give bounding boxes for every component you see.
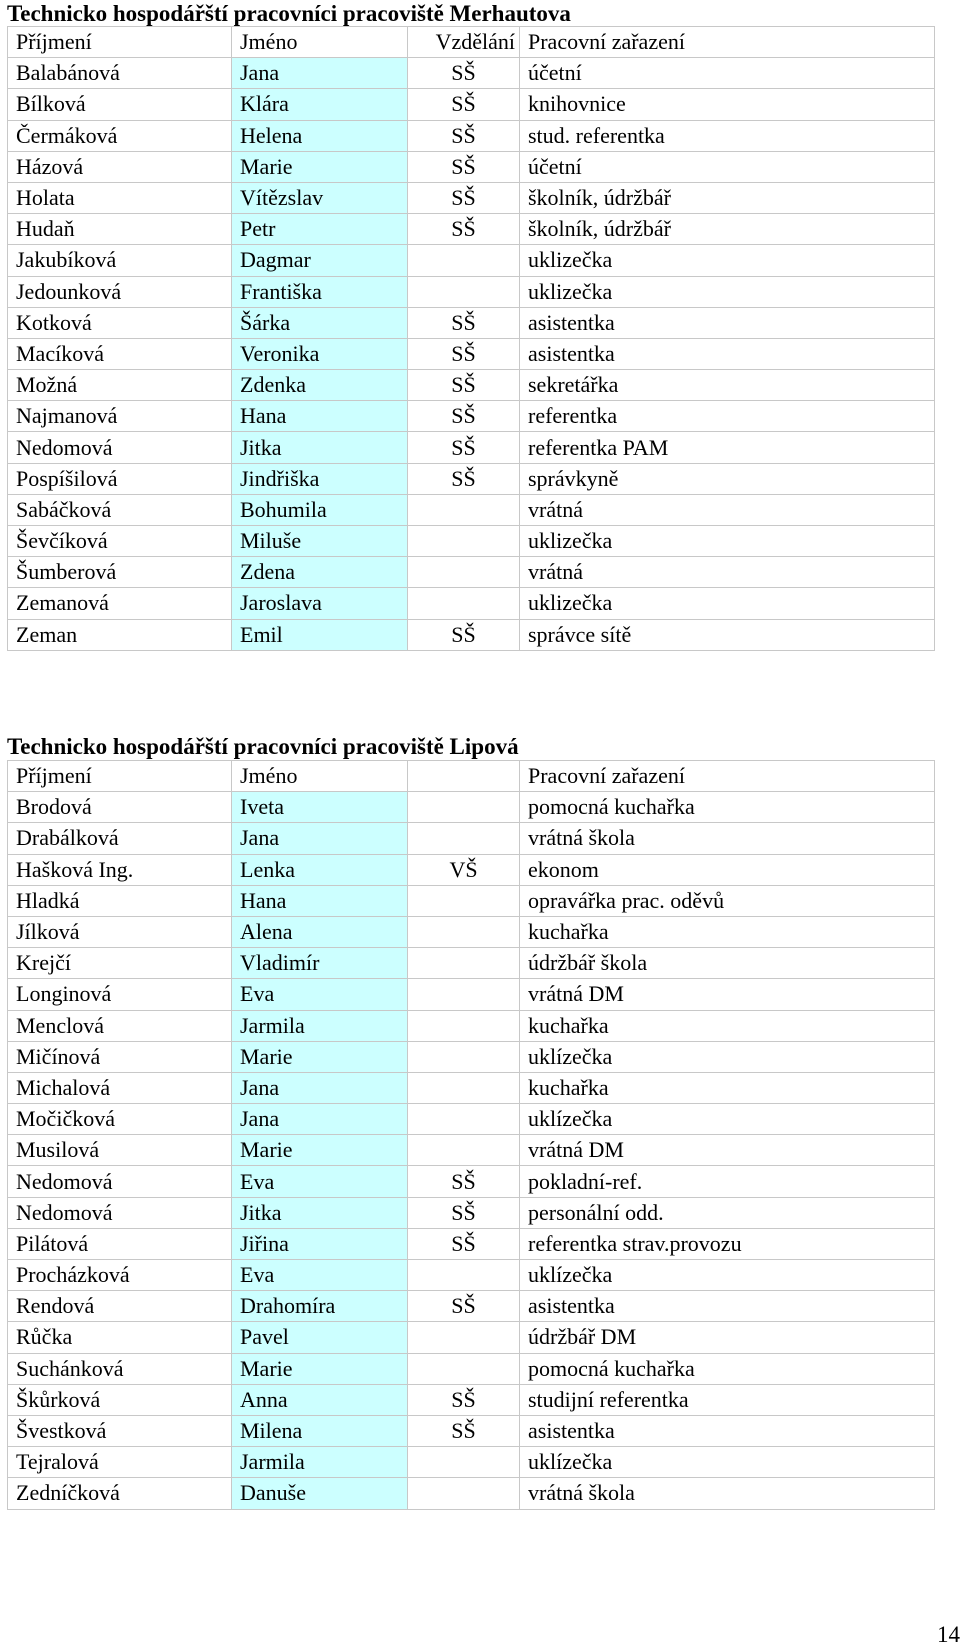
surname-cell: Drabálková xyxy=(8,823,232,854)
table-row xyxy=(8,89,935,120)
table-row xyxy=(8,1072,935,1103)
first-name-cell: Marie xyxy=(232,1353,408,1384)
surname-cell: Možná xyxy=(8,370,232,401)
surname-cell: Šumberová xyxy=(8,557,232,588)
education-cell: SŠ xyxy=(408,619,520,650)
table-row xyxy=(8,58,935,89)
first-name-cell: Alena xyxy=(232,916,408,947)
surname-cell: Škůrková xyxy=(8,1384,232,1415)
first-name-cell: Hana xyxy=(232,401,408,432)
first-name-cell: Klára xyxy=(232,89,408,120)
job-position-cell: knihovnice xyxy=(520,89,935,120)
first-name-cell: Iveta xyxy=(232,792,408,823)
surname-cell: Krejčí xyxy=(8,948,232,979)
header-first-name: Jméno xyxy=(232,27,408,58)
first-name-cell: Jana xyxy=(232,823,408,854)
table-header-row xyxy=(8,761,935,792)
first-name-cell: Bohumila xyxy=(232,494,408,525)
job-position-cell: vrátná DM xyxy=(520,979,935,1010)
job-position-cell: uklizečka xyxy=(520,276,935,307)
first-name-cell: Šárka xyxy=(232,307,408,338)
table-row xyxy=(8,1228,935,1259)
table-row xyxy=(8,1447,935,1478)
table-row xyxy=(8,463,935,494)
table-row xyxy=(8,151,935,182)
table-row xyxy=(8,948,935,979)
table-row xyxy=(8,276,935,307)
first-name-cell: Lenka xyxy=(232,854,408,885)
job-position-cell: asistentka xyxy=(520,338,935,369)
job-position-cell: referentka PAM xyxy=(520,432,935,463)
job-position-cell: správce sítě xyxy=(520,619,935,650)
education-cell: SŠ xyxy=(408,1415,520,1446)
first-name-cell: Anna xyxy=(232,1384,408,1415)
education-cell xyxy=(408,557,520,588)
surname-cell: Suchánková xyxy=(8,1353,232,1384)
surname-cell: Zedníčková xyxy=(8,1478,232,1509)
table-row xyxy=(8,1384,935,1415)
job-position-cell: kuchařka xyxy=(520,1072,935,1103)
table-row xyxy=(8,1260,935,1291)
education-cell xyxy=(408,1478,520,1509)
table-header-row xyxy=(8,27,935,58)
table-row xyxy=(8,526,935,557)
header-job-position: Pracovní zařazení xyxy=(520,761,935,792)
surname-cell: Čermáková xyxy=(8,120,232,151)
education-cell xyxy=(408,276,520,307)
table-row xyxy=(8,214,935,245)
first-name-cell: Miluše xyxy=(232,526,408,557)
education-cell xyxy=(408,494,520,525)
job-position-cell: školník, údržbář xyxy=(520,214,935,245)
education-cell xyxy=(408,1072,520,1103)
table-row xyxy=(8,432,935,463)
education-cell: SŠ xyxy=(408,182,520,213)
job-position-cell: referentka xyxy=(520,401,935,432)
header-surname: Příjmení xyxy=(8,27,232,58)
first-name-cell: Jaroslava xyxy=(232,588,408,619)
table-row xyxy=(8,494,935,525)
surname-cell: Sabáčková xyxy=(8,494,232,525)
first-name-cell: Eva xyxy=(232,979,408,1010)
education-cell xyxy=(408,1322,520,1353)
header-education xyxy=(408,761,520,792)
first-name-cell: Petr xyxy=(232,214,408,245)
first-name-cell: Vladimír xyxy=(232,948,408,979)
job-position-cell: správkyně xyxy=(520,463,935,494)
education-cell: SŠ xyxy=(408,214,520,245)
surname-cell: Macíková xyxy=(8,338,232,369)
job-position-cell: vrátná škola xyxy=(520,823,935,854)
surname-cell: Zemanová xyxy=(8,588,232,619)
job-position-cell: uklízečka xyxy=(520,1260,935,1291)
education-cell xyxy=(408,1260,520,1291)
surname-cell: Najmanová xyxy=(8,401,232,432)
first-name-cell: Emil xyxy=(232,619,408,650)
education-cell xyxy=(408,792,520,823)
table-row xyxy=(8,1291,935,1322)
table-row xyxy=(8,1322,935,1353)
first-name-cell: Drahomíra xyxy=(232,1291,408,1322)
job-position-cell: uklízečka xyxy=(520,1041,935,1072)
table-row xyxy=(8,823,935,854)
job-position-cell: údržbář škola xyxy=(520,948,935,979)
education-cell: SŠ xyxy=(408,151,520,182)
education-cell: SŠ xyxy=(408,307,520,338)
education-cell xyxy=(408,948,520,979)
education-cell: SŠ xyxy=(408,432,520,463)
surname-cell: Zeman xyxy=(8,619,232,650)
table-row xyxy=(8,182,935,213)
surname-cell: Rendová xyxy=(8,1291,232,1322)
job-position-cell: kuchařka xyxy=(520,1010,935,1041)
surname-cell: Hudaň xyxy=(8,214,232,245)
surname-cell: Musilová xyxy=(8,1135,232,1166)
education-cell xyxy=(408,588,520,619)
staff-table-body xyxy=(8,27,935,651)
table-row xyxy=(8,1010,935,1041)
education-cell: SŠ xyxy=(408,1384,520,1415)
first-name-cell: Marie xyxy=(232,151,408,182)
table-row xyxy=(8,1478,935,1509)
education-cell xyxy=(408,245,520,276)
table-row xyxy=(8,619,935,650)
job-position-cell: vrátná xyxy=(520,494,935,525)
surname-cell: Menclová xyxy=(8,1010,232,1041)
education-cell xyxy=(408,979,520,1010)
first-name-cell: Veronika xyxy=(232,338,408,369)
education-cell: SŠ xyxy=(408,401,520,432)
table-row xyxy=(8,1135,935,1166)
job-position-cell: uklizečka xyxy=(520,245,935,276)
surname-cell: Holata xyxy=(8,182,232,213)
job-position-cell: vrátná DM xyxy=(520,1135,935,1166)
job-position-cell: uklizečka xyxy=(520,526,935,557)
section-title-merhautova: Technicko hospodářští pracovníci pracoviště Merhautova xyxy=(7,1,571,26)
table-row xyxy=(8,120,935,151)
table-row xyxy=(8,245,935,276)
job-position-cell: ekonom xyxy=(520,854,935,885)
surname-cell: Hladká xyxy=(8,885,232,916)
table-row xyxy=(8,1041,935,1072)
education-cell: SŠ xyxy=(408,1228,520,1259)
table-row xyxy=(8,1166,935,1197)
first-name-cell: Jindřiška xyxy=(232,463,408,494)
table-row xyxy=(8,1353,935,1384)
first-name-cell: Jana xyxy=(232,1072,408,1103)
first-name-cell: Jana xyxy=(232,58,408,89)
first-name-cell: Zdena xyxy=(232,557,408,588)
surname-cell: Brodová xyxy=(8,792,232,823)
education-cell xyxy=(408,885,520,916)
surname-cell: Bílková xyxy=(8,89,232,120)
table-row xyxy=(8,1197,935,1228)
table-row xyxy=(8,854,935,885)
job-position-cell: personální odd. xyxy=(520,1197,935,1228)
first-name-cell: Eva xyxy=(232,1260,408,1291)
job-position-cell: vrátná xyxy=(520,557,935,588)
job-position-cell: asistentka xyxy=(520,1291,935,1322)
surname-cell: Nedomová xyxy=(8,1197,232,1228)
first-name-cell: Zdenka xyxy=(232,370,408,401)
job-position-cell: opravářka prac. oděvů xyxy=(520,885,935,916)
header-surname: Příjmení xyxy=(8,761,232,792)
first-name-cell: Hana xyxy=(232,885,408,916)
job-position-cell: uklízečka xyxy=(520,1104,935,1135)
surname-cell: Ševčíková xyxy=(8,526,232,557)
first-name-cell: Marie xyxy=(232,1135,408,1166)
first-name-cell: Dagmar xyxy=(232,245,408,276)
education-cell xyxy=(408,1447,520,1478)
header-first-name: Jméno xyxy=(232,761,408,792)
surname-cell: Jakubíková xyxy=(8,245,232,276)
education-cell xyxy=(408,526,520,557)
job-position-cell: asistentka xyxy=(520,307,935,338)
header-job-position: Pracovní zařazení xyxy=(520,27,935,58)
education-cell: SŠ xyxy=(408,89,520,120)
first-name-cell: Pavel xyxy=(232,1322,408,1353)
job-position-cell: pokladní-ref. xyxy=(520,1166,935,1197)
surname-cell: Nedomová xyxy=(8,1166,232,1197)
table-row xyxy=(8,979,935,1010)
header-education: Vzdělání xyxy=(408,27,520,58)
first-name-cell: Helena xyxy=(232,120,408,151)
job-position-cell: pomocná kuchařka xyxy=(520,1353,935,1384)
surname-cell: Jílková xyxy=(8,916,232,947)
job-position-cell: studijní referentka xyxy=(520,1384,935,1415)
education-cell xyxy=(408,1135,520,1166)
education-cell: SŠ xyxy=(408,120,520,151)
surname-cell: Hašková Ing. xyxy=(8,854,232,885)
surname-cell: Jedounková xyxy=(8,276,232,307)
education-cell: SŠ xyxy=(408,463,520,494)
table-row xyxy=(8,588,935,619)
education-cell xyxy=(408,1104,520,1135)
table-row xyxy=(8,1415,935,1446)
surname-cell: Tejralová xyxy=(8,1447,232,1478)
first-name-cell: Jitka xyxy=(232,432,408,463)
education-cell: SŠ xyxy=(408,1291,520,1322)
education-cell xyxy=(408,823,520,854)
table-row xyxy=(8,307,935,338)
surname-cell: Mičínová xyxy=(8,1041,232,1072)
surname-cell: Nedomová xyxy=(8,432,232,463)
surname-cell: Michalová xyxy=(8,1072,232,1103)
education-cell: SŠ xyxy=(408,370,520,401)
staff-table-merhautova xyxy=(7,26,935,651)
education-cell xyxy=(408,1010,520,1041)
education-cell: VŠ xyxy=(408,854,520,885)
table-row xyxy=(8,916,935,947)
job-position-cell: účetní xyxy=(520,58,935,89)
job-position-cell: školník, údržbář xyxy=(520,182,935,213)
first-name-cell: Jitka xyxy=(232,1197,408,1228)
table-row xyxy=(8,885,935,916)
first-name-cell: Vítězslav xyxy=(232,182,408,213)
job-position-cell: referentka strav.provozu xyxy=(520,1228,935,1259)
surname-cell: Močičková xyxy=(8,1104,232,1135)
job-position-cell: pomocná kuchařka xyxy=(520,792,935,823)
surname-cell: Longinová xyxy=(8,979,232,1010)
first-name-cell: Milena xyxy=(232,1415,408,1446)
first-name-cell: Františka xyxy=(232,276,408,307)
job-position-cell: asistentka xyxy=(520,1415,935,1446)
first-name-cell: Jana xyxy=(232,1104,408,1135)
surname-cell: Růčka xyxy=(8,1322,232,1353)
first-name-cell: Jarmila xyxy=(232,1447,408,1478)
education-cell: SŠ xyxy=(408,1166,520,1197)
surname-cell: Pilátová xyxy=(8,1228,232,1259)
section-title-lipova: Technicko hospodářští pracovníci pracoviště Lipová xyxy=(7,734,519,759)
first-name-cell: Marie xyxy=(232,1041,408,1072)
education-cell xyxy=(408,1353,520,1384)
first-name-cell: Jarmila xyxy=(232,1010,408,1041)
job-position-cell: sekretářka xyxy=(520,370,935,401)
surname-cell: Házová xyxy=(8,151,232,182)
education-cell: SŠ xyxy=(408,338,520,369)
surname-cell: Procházková xyxy=(8,1260,232,1291)
education-cell xyxy=(408,1041,520,1072)
education-cell xyxy=(408,916,520,947)
page-number: 14 xyxy=(937,1622,960,1647)
staff-table-lipova xyxy=(7,760,935,1510)
job-position-cell: kuchařka xyxy=(520,916,935,947)
surname-cell: Kotková xyxy=(8,307,232,338)
first-name-cell: Eva xyxy=(232,1166,408,1197)
surname-cell: Pospíšilová xyxy=(8,463,232,494)
job-position-cell: účetní xyxy=(520,151,935,182)
job-position-cell: stud. referentka xyxy=(520,120,935,151)
job-position-cell: vrátná škola xyxy=(520,1478,935,1509)
table-row xyxy=(8,338,935,369)
job-position-cell: údržbář DM xyxy=(520,1322,935,1353)
table-row xyxy=(8,370,935,401)
job-position-cell: uklizečka xyxy=(520,588,935,619)
staff-table-body xyxy=(8,761,935,1510)
surname-cell: Balabánová xyxy=(8,58,232,89)
surname-cell: Švestková xyxy=(8,1415,232,1446)
table-row xyxy=(8,401,935,432)
first-name-cell: Danuše xyxy=(232,1478,408,1509)
education-cell: SŠ xyxy=(408,1197,520,1228)
table-row xyxy=(8,1104,935,1135)
table-row xyxy=(8,557,935,588)
table-row xyxy=(8,792,935,823)
job-position-cell: uklízečka xyxy=(520,1447,935,1478)
education-cell: SŠ xyxy=(408,58,520,89)
first-name-cell: Jiřina xyxy=(232,1228,408,1259)
